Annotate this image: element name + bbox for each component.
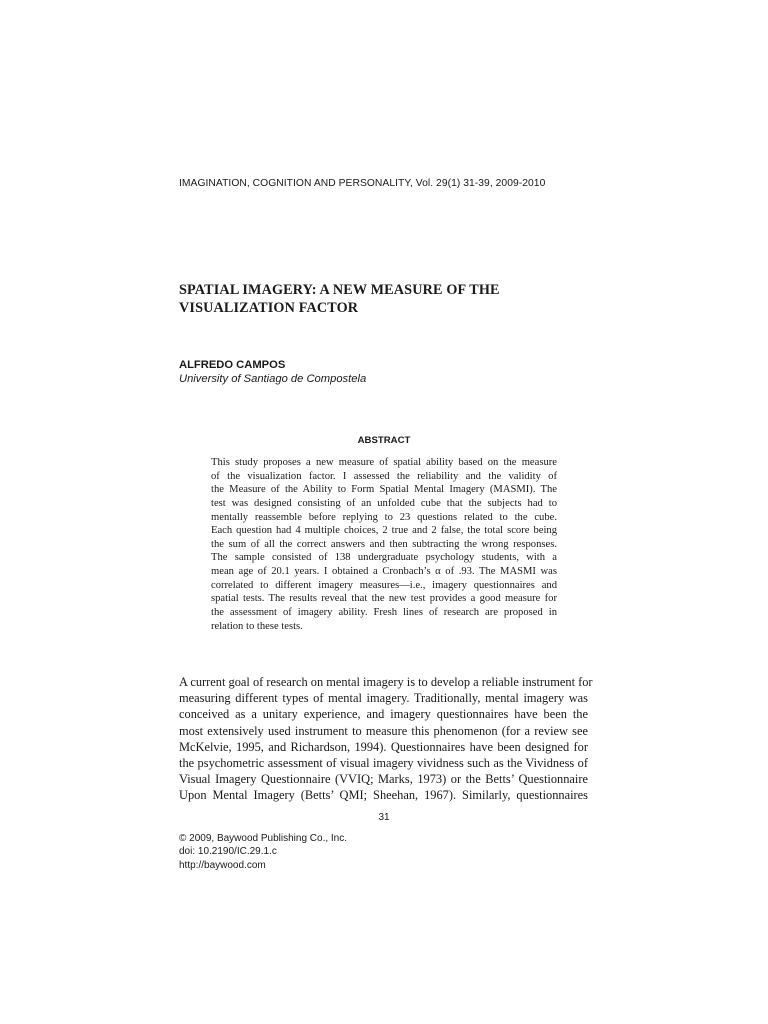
- abstract-line: of the visualization factor. I assessed the reliability and the validity of: [211, 470, 557, 482]
- body-line: Upon Mental Imagery (Betts’ QMI; Sheehan, 1967). Similarly, questionnaires: [179, 788, 588, 803]
- page-number: 31: [378, 812, 390, 823]
- author-name: ALFREDO CAMPOS: [179, 359, 286, 371]
- publisher-url: http://baywood.com: [179, 859, 266, 871]
- article-title-line-1: SPATIAL IMAGERY: A NEW MEASURE OF THE: [179, 282, 500, 298]
- body-line: conceived as a unitary experience, and imagery questionnaires have been the: [179, 707, 588, 722]
- copyright-notice: © 2009, Baywood Publishing Co., Inc.: [179, 833, 348, 844]
- abstract-line: the Measure of the Ability to Form Spatial Mental Imagery (MASMI). The: [211, 484, 557, 496]
- abstract-body: [211, 456, 557, 633]
- abstract-line: Each question had 4 multiple choices, 2 true and 2 false, the total score being: [211, 525, 557, 537]
- author-affiliation: University of Santiago de Compostela: [179, 373, 367, 385]
- body-line: Visual Imagery Questionnaire (VVIQ; Marks, 1973) or the Betts’ Questionnaire: [179, 772, 588, 787]
- body-line: measuring different types of mental imagery. Traditionally, mental imagery was: [179, 691, 588, 706]
- abstract-line: mentally reassemble before replying to 23 questions related to the cube.: [211, 511, 557, 523]
- body-line: most extensively used instrument to measure this phenomenon (for a review see: [179, 723, 588, 738]
- body-line: McKelvie, 1995, and Richardson, 1994). Questionnaires have been designed for: [179, 739, 588, 754]
- body-paragraph: [179, 674, 593, 804]
- abstract-line: test was designed consisting of an unfolded cube that the subjects had to: [211, 497, 557, 509]
- body-line: A current goal of research on mental imagery is to develop a reliable instrument for: [179, 675, 593, 689]
- running-head: IMAGINATION, COGNITION AND PERSONALITY, Vol. 29(1) 31-39, 2009-2010: [179, 178, 546, 189]
- abstract-line: the sum of all the correct answers and then subtracting the wrong responses.: [211, 538, 557, 550]
- footer: [179, 832, 347, 872]
- abstract-line: mean age of 20.1 years. I obtained a Cronbach’s α of .93. The MASMI was: [211, 566, 557, 578]
- abstract-line: the assessment of imagery ability. Fresh lines of research are proposed in: [211, 607, 557, 619]
- abstract-line: relation to these tests.: [211, 620, 303, 632]
- abstract-line: spatial tests. The results reveal that the new test provides a good measure for: [211, 593, 557, 605]
- article-title-line-2: VISUALIZATION FACTOR: [179, 299, 359, 316]
- article-title: [179, 282, 500, 317]
- body-line: the psychometric assessment of visual imagery vividness such as the Vividness of: [179, 755, 588, 770]
- abstract-line: correlated to different imagery measures—i.e., imagery questionnaires and: [211, 579, 557, 591]
- abstract-line: This study proposes a new measure of spatial ability based on the measure: [211, 457, 557, 468]
- abstract-line: The sample consisted of 138 undergraduate psychology students, with a: [211, 552, 557, 564]
- abstract-heading: ABSTRACT: [357, 435, 411, 446]
- doi-text: doi: 10.2190/IC.29.1.c: [179, 846, 277, 858]
